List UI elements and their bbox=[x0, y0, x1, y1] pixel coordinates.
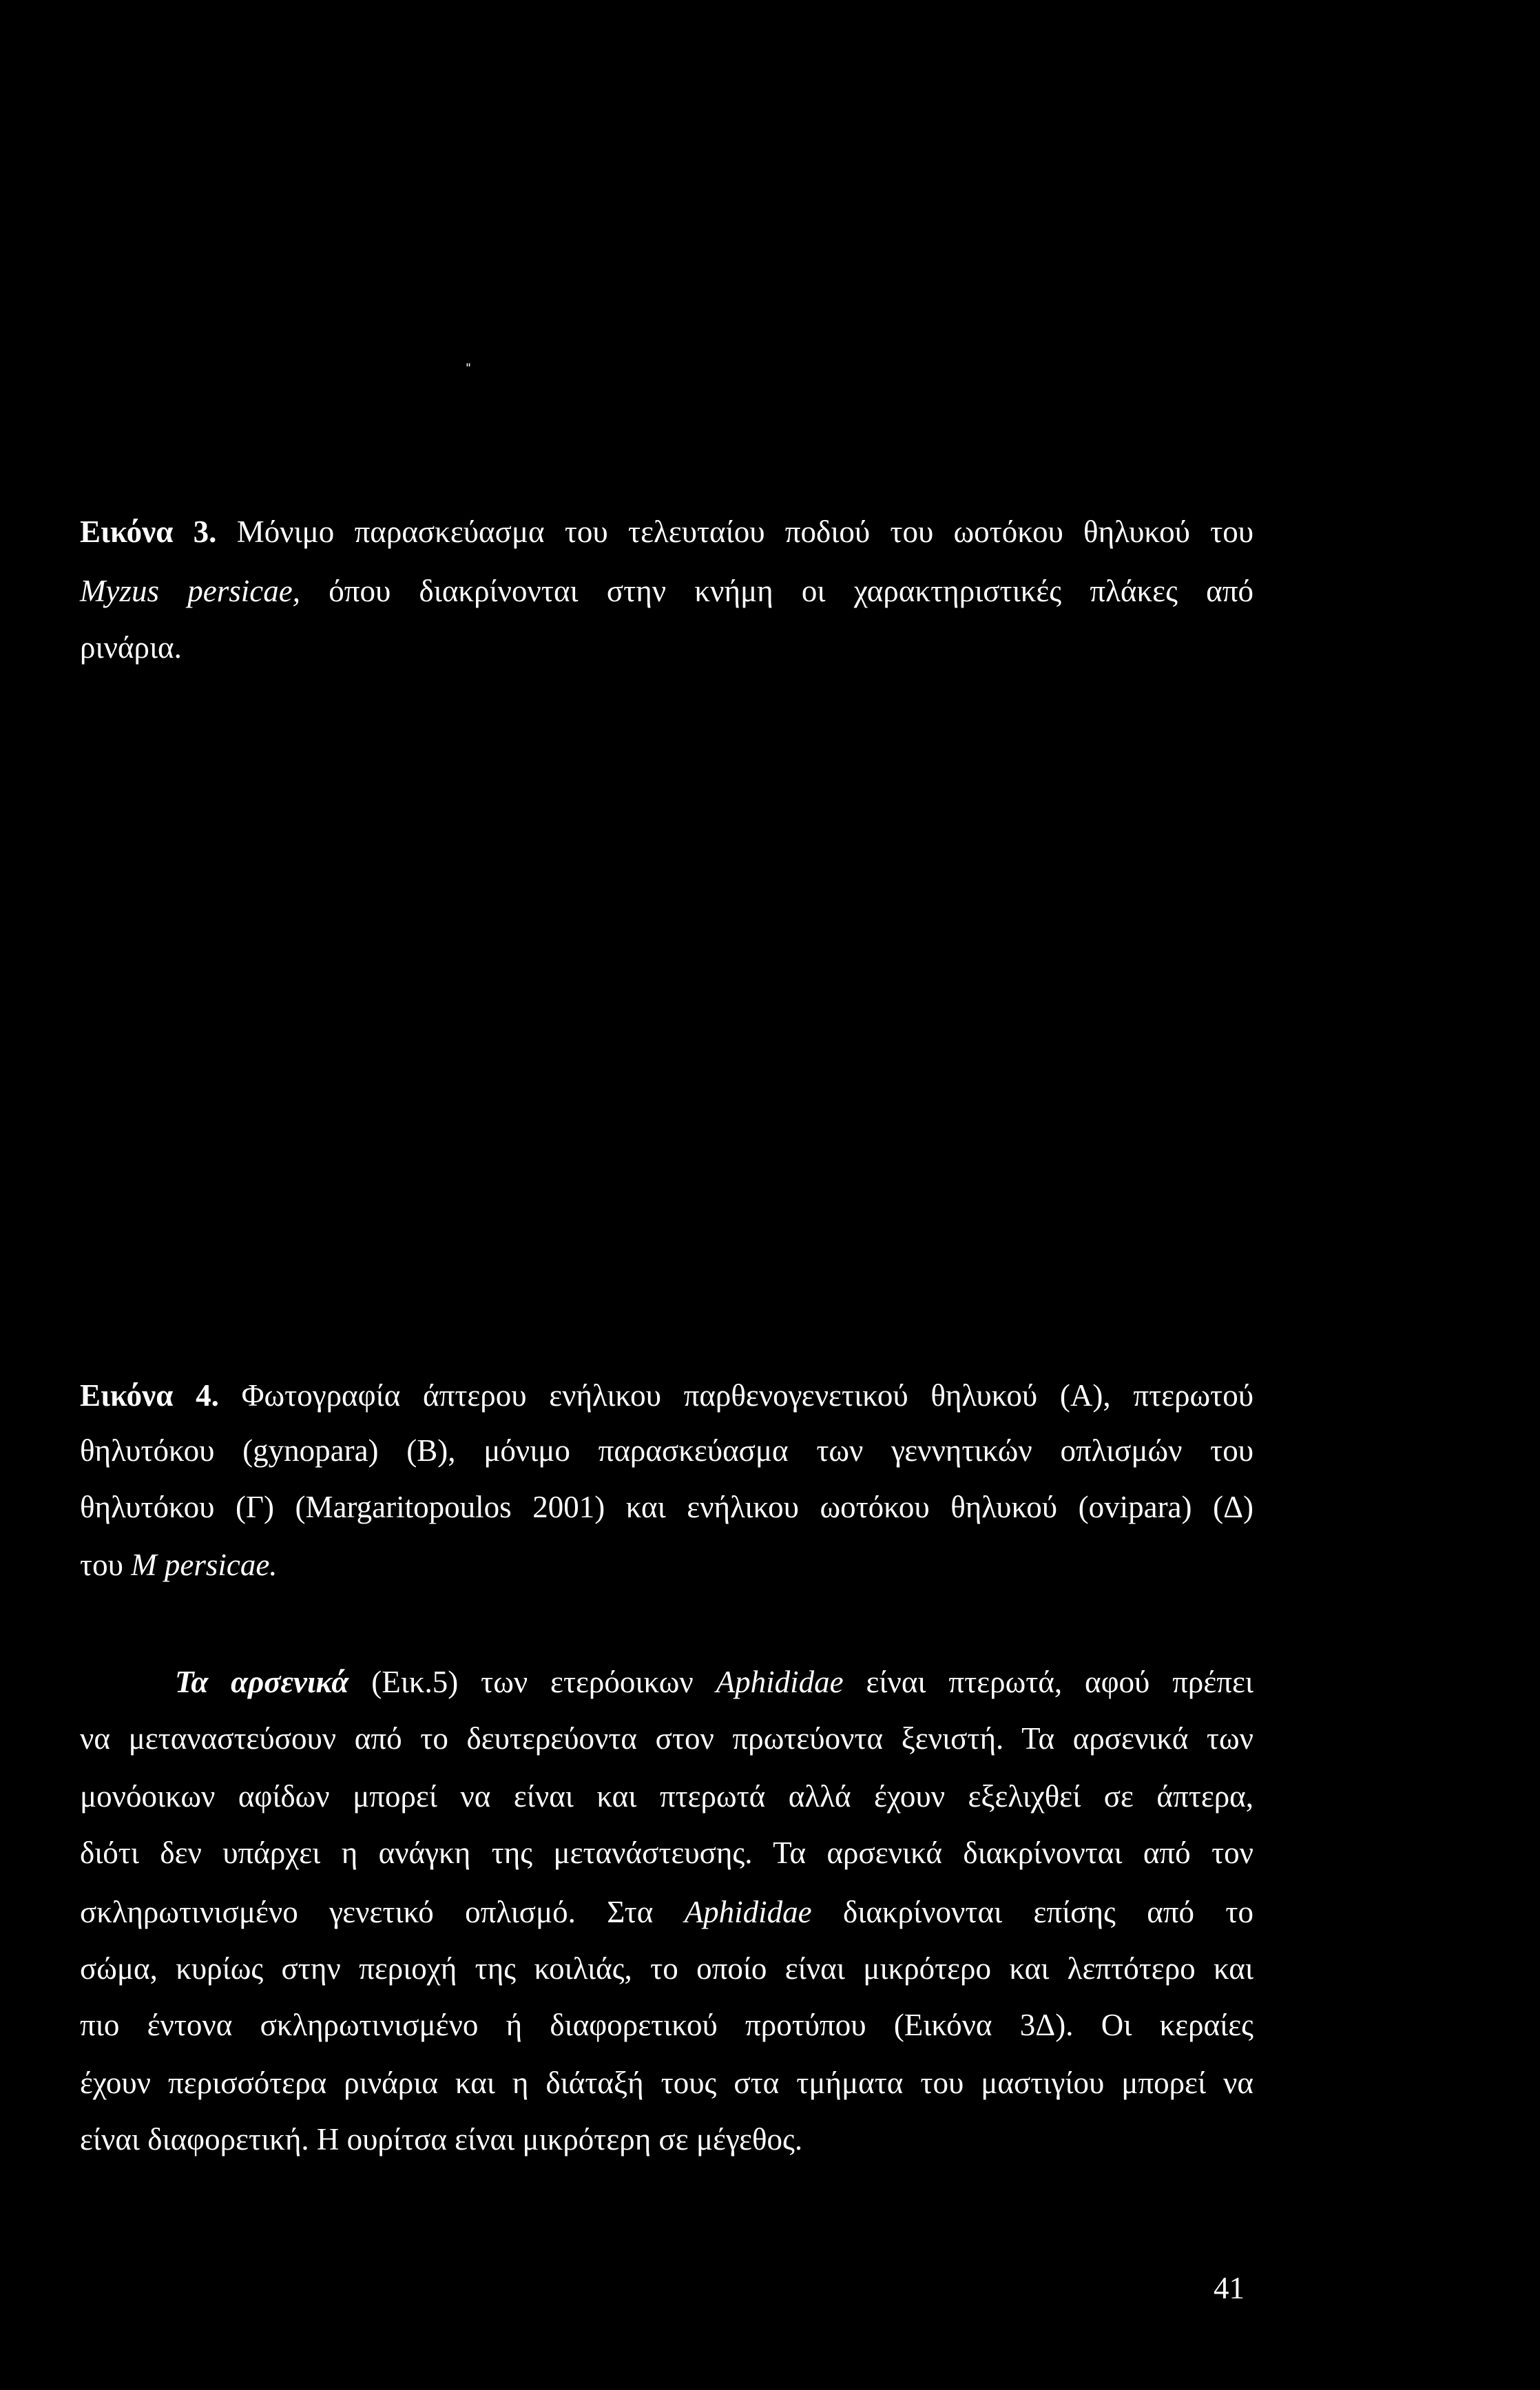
body-line-8-text: έχουν περισσότερα ρινάρια και η διάταξή τους στα τμήματα του μαστιγίου μπορεί να bbox=[80, 2066, 1253, 2100]
body-line-5-text-b: διακρίνονται επίσης από το bbox=[811, 1895, 1253, 1929]
figure-4-caption-line-1 bbox=[80, 1375, 1253, 1416]
body-paragraph-line-2 bbox=[80, 1718, 1253, 1759]
body-line-7-text: πιο έντονα σκληρωτινισμένο ή διαφορετικού προτύπου (Εικόνα 3Δ). Οι κεραίες bbox=[80, 2008, 1253, 2042]
figure-3-species: Myzus persicae, bbox=[80, 574, 300, 608]
body-paragraph-line-3 bbox=[80, 1776, 1253, 1817]
figure-4-label: Εικόνα 4. bbox=[80, 1378, 219, 1413]
figure-4-species: M persicae. bbox=[131, 1548, 278, 1582]
body-line-3-text: μονόοικων αφίδων μπορεί να είναι και πτερωτά αλλά έχουν εξελιχθεί σε άπτερα, bbox=[80, 1779, 1253, 1814]
body-paragraph-line-4 bbox=[80, 1832, 1253, 1873]
figure-3-line-2-text: όπου διακρίνονται στην κνήμη οι χαρακτηριστικές πλάκες από bbox=[300, 574, 1253, 608]
figure-4-line-4-prefix: του bbox=[80, 1548, 132, 1582]
body-line-6-text: σώμα, κυρίως στην περιοχή της κοιλιάς, το οποίο είναι μικρότερο και λεπτότερο και bbox=[80, 1951, 1253, 1986]
figure-4-caption-line-4 bbox=[80, 1544, 1253, 1586]
body-line-1-text-b: είναι πτερωτά, αφού πρέπει bbox=[843, 1665, 1254, 1699]
body-paragraph-line-9 bbox=[80, 2119, 1253, 2160]
figure-3-label: Εικόνα 3. bbox=[80, 515, 217, 549]
body-line-1-family: Aphididae bbox=[716, 1665, 844, 1699]
figure-3-caption-line-2 bbox=[80, 570, 1253, 612]
figure-4-line-1-text: Φωτογραφία άπτερου ενήλικου παρθενογενετικού θηλυκού (Α), πτερωτού bbox=[218, 1378, 1254, 1413]
body-paragraph-line-7 bbox=[80, 2004, 1253, 2046]
body-line-4-text: διότι δεν υπάρχει η ανάγκη της μετανάστευσης. Τα αρσενικά διακρίνονται από τον bbox=[80, 1836, 1253, 1870]
body-paragraph-line-1 bbox=[175, 1661, 1253, 1703]
body-paragraph-line-5 bbox=[80, 1891, 1253, 1933]
body-paragraph-line-6 bbox=[80, 1948, 1253, 1989]
figure-4-caption-line-3 bbox=[80, 1486, 1253, 1528]
body-line-5-text-a: σκληρωτινισμένο γενετικό οπλισμό. Στα bbox=[80, 1895, 685, 1929]
body-line-5-family: Aphididae bbox=[684, 1895, 812, 1929]
body-heading-term: Τα αρσενικά bbox=[175, 1665, 349, 1699]
body-paragraph-line-8 bbox=[80, 2062, 1253, 2103]
page-number: 41 bbox=[1214, 2271, 1245, 2305]
body-line-1-text-a: (Εικ.5) των ετερόοικων bbox=[348, 1665, 716, 1699]
figure-3-caption-line-3 bbox=[80, 627, 1253, 668]
figure-3-line-1-text: Μόνιμο παρασκεύασμα του τελευταίου ποδιού του ωοτόκου θηλυκού του bbox=[216, 515, 1253, 549]
body-line-9-text: είναι διαφορετική. Η ουρίτσα είναι μικρότερη σε μέγεθος. bbox=[80, 2122, 803, 2157]
figure-3-caption-line-1 bbox=[80, 511, 1253, 552]
figure-4-line-3-text: θηλυτόκου (Γ) (Margaritopoulos 2001) και ενήλικου ωοτόκου θηλυκού (ovipara) (Δ) bbox=[80, 1490, 1253, 1524]
figure-3-line-3-text: ρινάρια. bbox=[80, 630, 182, 665]
body-line-2-text: να μεταναστεύσουν από το δευτερεύοντα στον πρωτεύοντα ξενιστή. Τα αρσενικά των bbox=[80, 1721, 1253, 1756]
figure-4-caption-line-2 bbox=[80, 1430, 1253, 1471]
figure-4-line-2-text: θηλυτόκου (gynopara) (Β), μόνιμο παρασκεύασμα των γεννητικών οπλισμών του bbox=[80, 1433, 1253, 1468]
